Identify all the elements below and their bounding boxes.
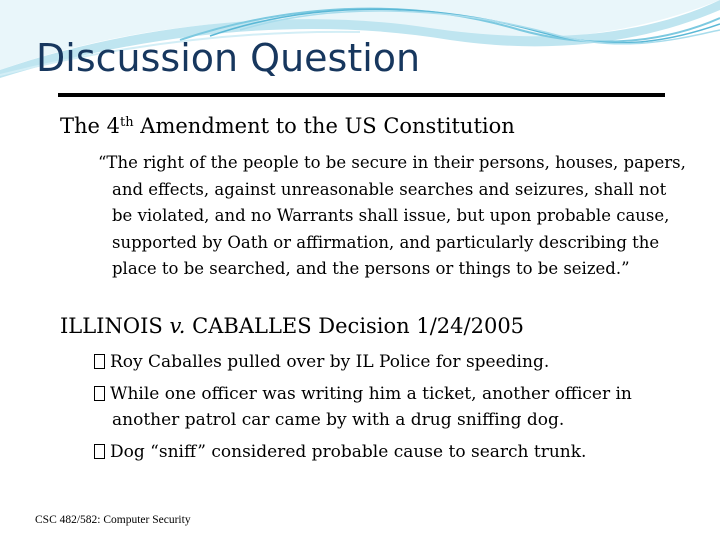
bullet-text: Dog “sniff” considered probable cause to search trunk.	[110, 441, 587, 462]
slide-title: Discussion Question	[36, 36, 421, 80]
amendment-heading	[60, 114, 515, 138]
list-item	[94, 349, 694, 376]
list-item	[94, 381, 694, 434]
amendment-quote: “The right of the people to be secure in their persons, houses, papers, and effects, against unreasonable searches and seizures, shall not be violated, and no Warrants shall issue, but upon probable cause, supported by Oath or affirmation, and particularly describing the place to be searched, and the persons or things to be seized.”	[98, 153, 686, 279]
case-name-pre: ILLINOIS	[60, 314, 170, 338]
bullet-text: Roy Caballes pulled over by IL Police for speeding.	[110, 352, 550, 372]
bullet-box-icon	[94, 444, 105, 459]
bullet-text: While one officer was writing him a ticket, another officer in another patrol car came by with a drug sniffing dog.	[110, 383, 632, 430]
slide-footer: CSC 482/582: Computer Security	[35, 514, 191, 526]
amendment-prefix: The 4	[60, 114, 120, 138]
case-heading	[60, 314, 524, 338]
amendment-suffix: Amendment to the US Constitution	[133, 114, 515, 138]
amendment-ordinal-suffix: th	[120, 115, 134, 130]
case-name-post: CABALLES Decision 1/24/2005	[185, 314, 525, 338]
title-divider	[58, 93, 665, 97]
list-item	[94, 439, 694, 466]
case-facts-list	[94, 349, 694, 470]
case-versus: v.	[169, 314, 186, 338]
bullet-box-icon	[94, 354, 105, 369]
bullet-box-icon	[94, 386, 105, 401]
